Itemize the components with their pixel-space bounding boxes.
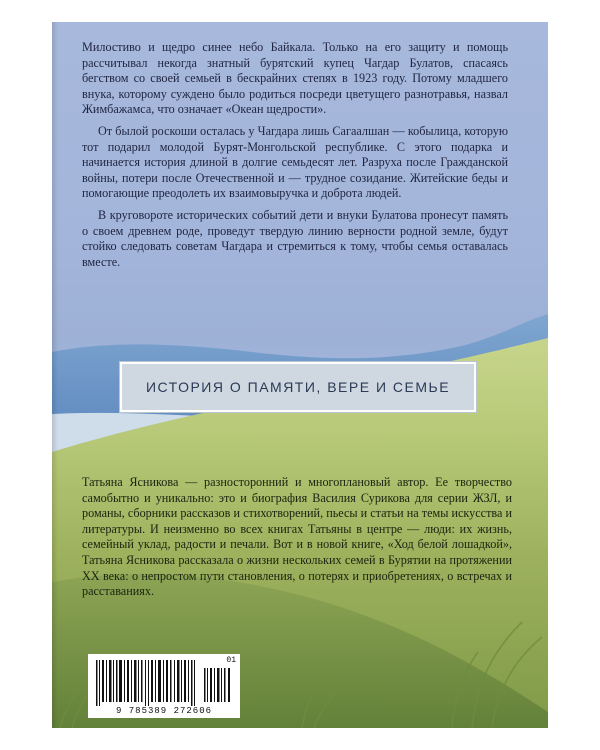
barcode-addon: 01 — [226, 656, 236, 665]
tagline-text: ИСТОРИЯ О ПАМЯТИ, ВЕРЕ И СЕМЬЕ — [145, 379, 451, 395]
author-bio — [82, 475, 512, 600]
synopsis-text — [82, 40, 508, 276]
synopsis-paragraph-2: От былой роскоши осталась у Чагдара лишь Сагаалшан — кобылица, которую тот подарил молодой Бурят-Монгольской республике. С этого подарка и начинается история длиной в долгие семьдесят лет. Разруха после Гражданской войны, потери после Отечественной и — трудное созидание. Житейские беды и помогающие преодолеть их взаимовыручка и доброта людей. — [82, 123, 508, 201]
synopsis-paragraph-3: В круговороте исторических событий дети и внуки Булатова пронесут память о своем древнем роде, проведут твердую линию верности родной земле, будут стойко следовать советам Чагдара и стремиться к тому, чтобы семья оставалась вместе. — [82, 207, 508, 269]
author-bio-paragraph: Татьяна Ясникова — разносторонний и многоплановый автор. Ее творчество самобытно и уникально: это и биография Василия Сурикова для серии ЖЗЛ, и романы, сборники рассказов и стихотворений, пьесы и статьи на темы искусства и литературы. И неизменно во всех книгах Татьяны в центре — люди: их жизнь, семейный уклад, радости и печали. Вот и в новой книге, «Ход белой лошадкой», Татьяна Ясникова рассказала о жизни нескольких семей в Бурятии на протяжении XX века: о непростом пути становления, о потерях и приобретениях, о встречах и расставаниях. — [82, 475, 512, 599]
synopsis-paragraph-1: Милостиво и щедро синее небо Байкала. Только на его защиту и помощь рассчитывал некогда знатный бурятский купец Чагдар Булатов, спасаясь бегством со своей семьей в бескрайних степях в 1923 году. Потому младшего внука, которому суждено было родиться посреди цветущего разнотравья, назвал Жимбажамса, что означает «Океан щедрости». — [82, 40, 508, 117]
spine-shadow — [52, 22, 58, 728]
isbn-barcode — [88, 654, 240, 718]
tagline-banner — [120, 362, 476, 412]
book-back-cover — [52, 22, 548, 728]
barcode-digits: 9 785389 272606 — [115, 706, 212, 716]
